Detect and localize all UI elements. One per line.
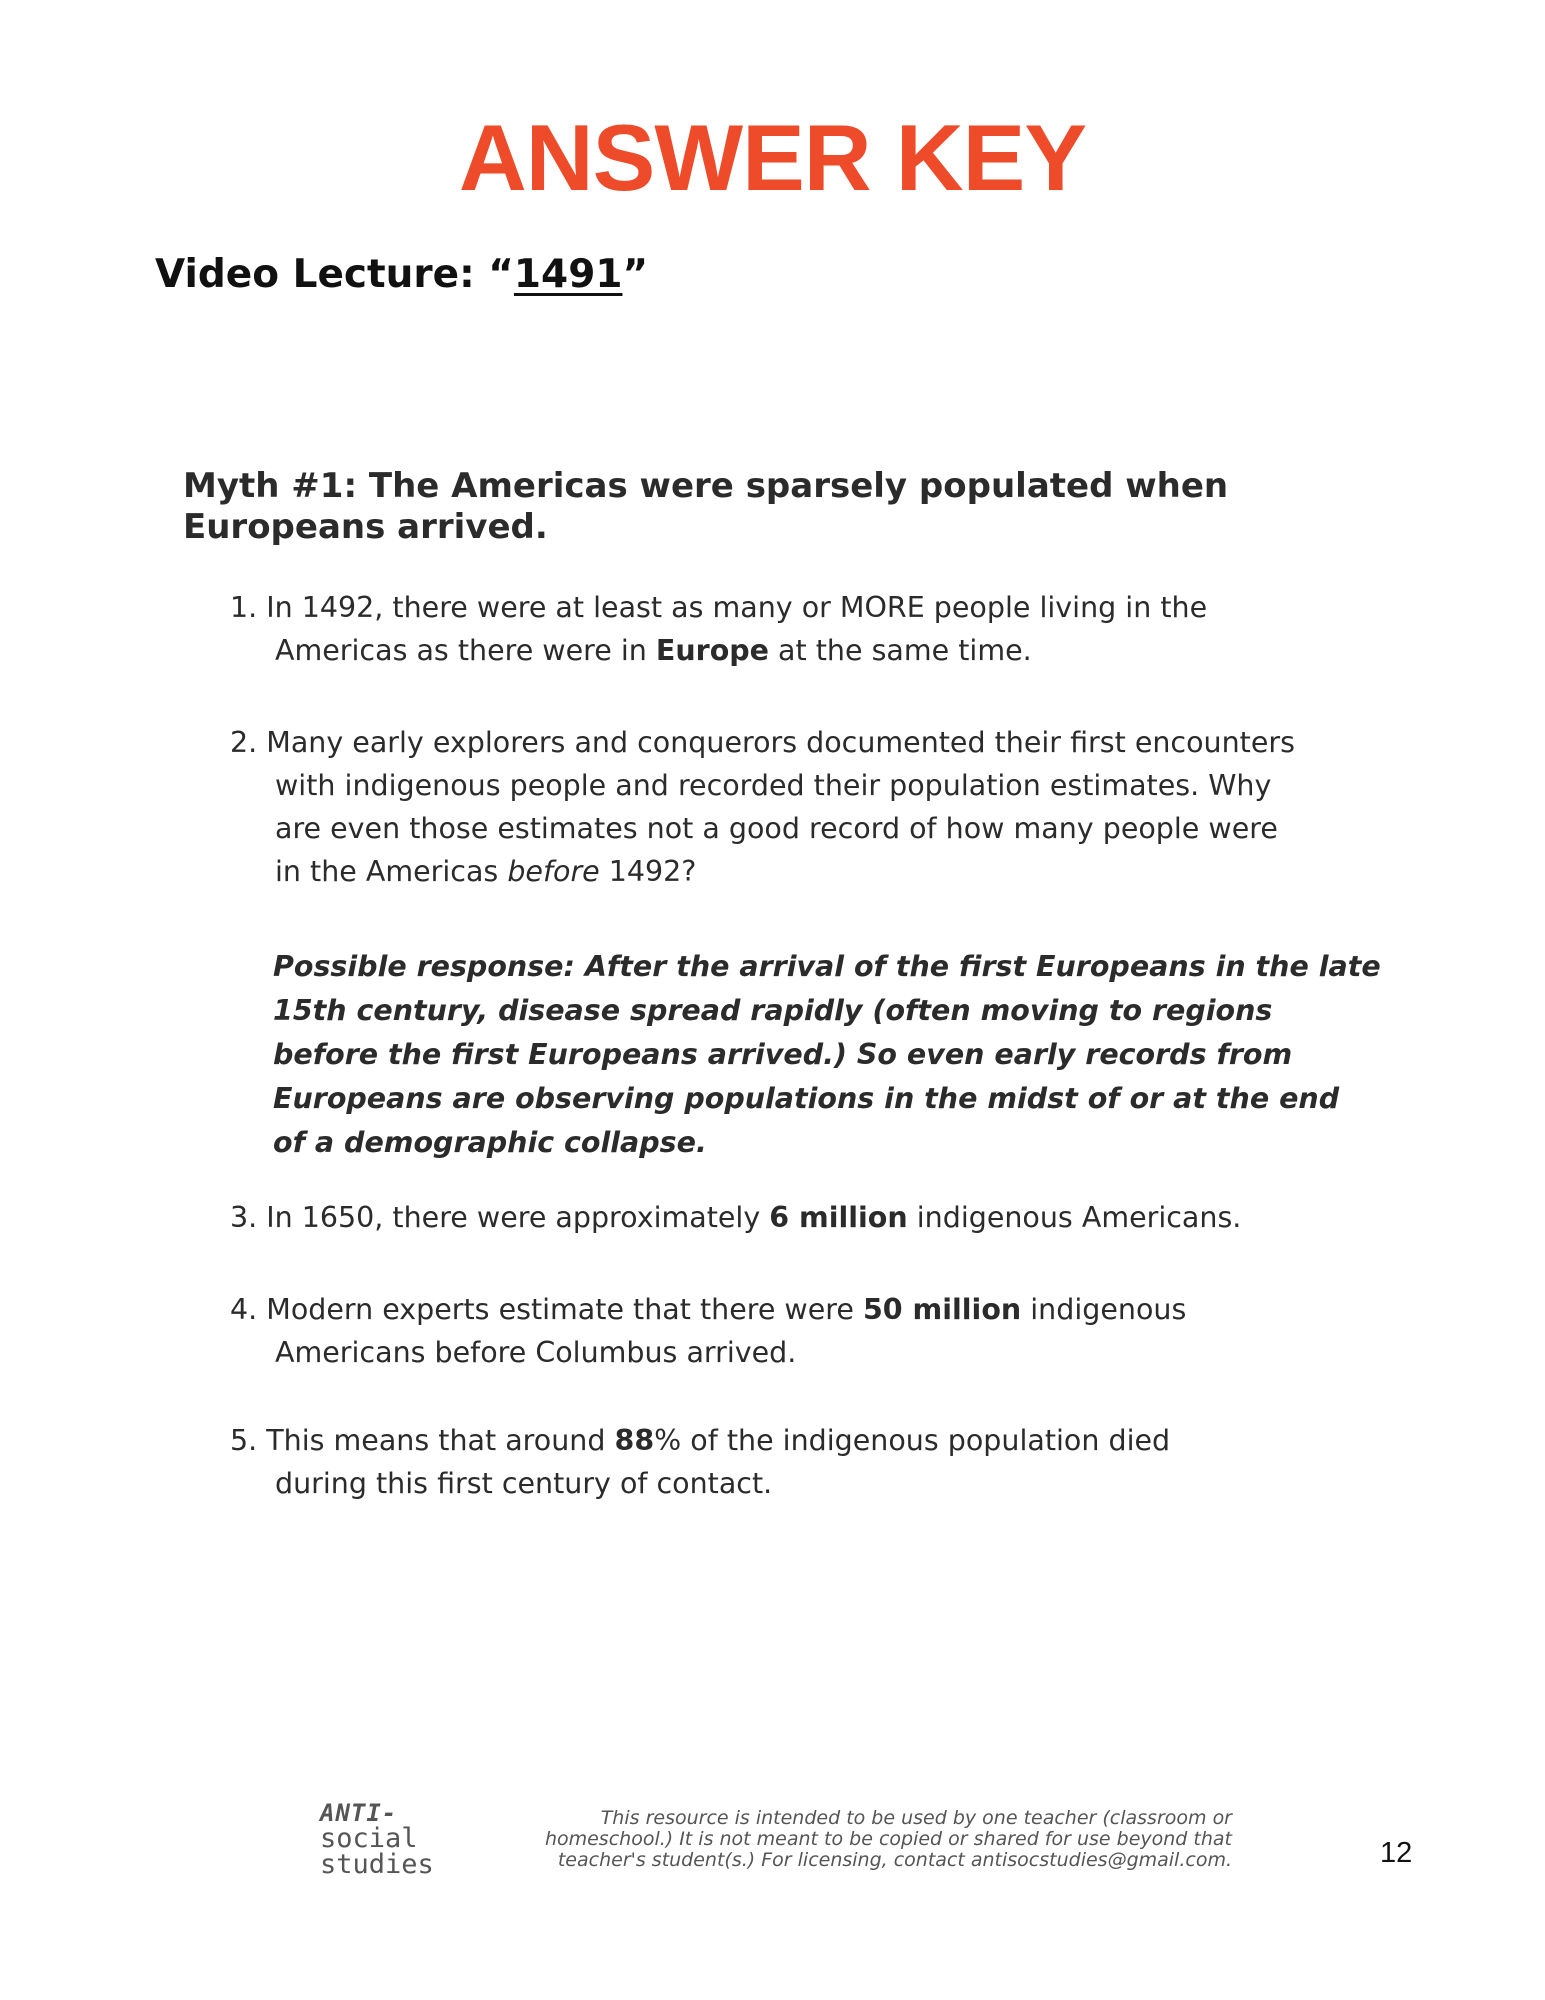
question-1-text: Americas as there were in	[275, 634, 656, 667]
page-number: 12	[1380, 1837, 1413, 1869]
question-2-text: 1492?	[599, 855, 697, 888]
response-line: before the first Europeans arrived.) So even early records from	[273, 1038, 1293, 1071]
question-5-answer: 88	[614, 1424, 655, 1457]
lecture-suffix: ”	[622, 252, 649, 297]
logo-studies: studies	[320, 1849, 434, 1880]
question-4-text: 4. Modern experts estimate that there were	[230, 1293, 863, 1326]
lecture-link[interactable]: 1491	[513, 252, 623, 297]
question-2-text: in the Americas	[275, 855, 508, 888]
question-4-line: Americans before Columbus arrived.	[275, 1336, 797, 1369]
question-2	[230, 721, 1360, 893]
question-3-text: 3. In 1650, there were approximately	[230, 1201, 770, 1234]
response-line: 15th century, disease spread rapidly (often moving to regions	[273, 994, 1273, 1027]
question-3-answer: 6 million	[769, 1201, 908, 1234]
myth-heading-line: Europeans arrived.	[183, 507, 548, 547]
question-5-text: % of the indigenous population died	[654, 1424, 1171, 1457]
question-2-line: with indigenous people and recorded their population estimates. Why	[275, 769, 1272, 802]
logo-social: social	[320, 1823, 418, 1854]
license-note-line: teacher's student(s.) For licensing, contact antisocstudies@gmail.com.	[557, 1849, 1232, 1871]
question-1-text: at the same time.	[769, 634, 1032, 667]
page-title: ANSWER KEY	[458, 105, 1087, 210]
question-1	[230, 586, 1360, 672]
question-2-line: are even those estimates not a good record of how many people were	[275, 812, 1278, 845]
question-4-line	[230, 1288, 1360, 1331]
lecture-heading	[155, 250, 648, 300]
license-note-line: This resource is intended to be used by one teacher (classroom or	[600, 1807, 1232, 1829]
question-5-line: during this first century of contact.	[275, 1467, 773, 1500]
response-line: Possible response: After the arrival of the first Europeans in the late	[273, 950, 1381, 983]
question-2-line: 2. Many early explorers and conquerors documented their first encounters	[230, 726, 1295, 759]
question-2-response	[273, 945, 1383, 1165]
anti-social-studies-logo	[320, 1800, 434, 1878]
question-2-line	[230, 850, 1360, 893]
question-3-line	[230, 1196, 1360, 1239]
question-3	[230, 1196, 1360, 1239]
question-1-line: 1. In 1492, there were at least as many or MORE people living in the	[230, 591, 1208, 624]
question-4	[230, 1288, 1360, 1374]
response-line: Europeans are observing populations in the midst of or at the end	[273, 1082, 1340, 1115]
response-line: of a demographic collapse.	[273, 1126, 707, 1159]
question-4-answer: 50 million	[862, 1293, 1022, 1326]
myth-heading-line: Myth #1: The Americas were sparsely populated when	[183, 466, 1229, 506]
question-1-answer: Europe	[655, 634, 769, 667]
question-2-emphasis: before	[507, 855, 600, 888]
question-4-text: indigenous	[1021, 1293, 1187, 1326]
question-1-line	[230, 629, 1360, 672]
logo-anti: ANTI-	[320, 1799, 398, 1827]
license-note-line: homeschool.) It is not meant to be copied or shared for use beyond that	[544, 1828, 1232, 1850]
myth-heading	[183, 466, 1283, 548]
question-5-text: 5. This means that around	[230, 1424, 615, 1457]
question-3-text: indigenous Americans.	[907, 1201, 1242, 1234]
license-note	[460, 1808, 1232, 1871]
lecture-prefix: Video Lecture: “	[155, 252, 514, 297]
question-5-line	[230, 1419, 1360, 1462]
question-5	[230, 1419, 1360, 1505]
